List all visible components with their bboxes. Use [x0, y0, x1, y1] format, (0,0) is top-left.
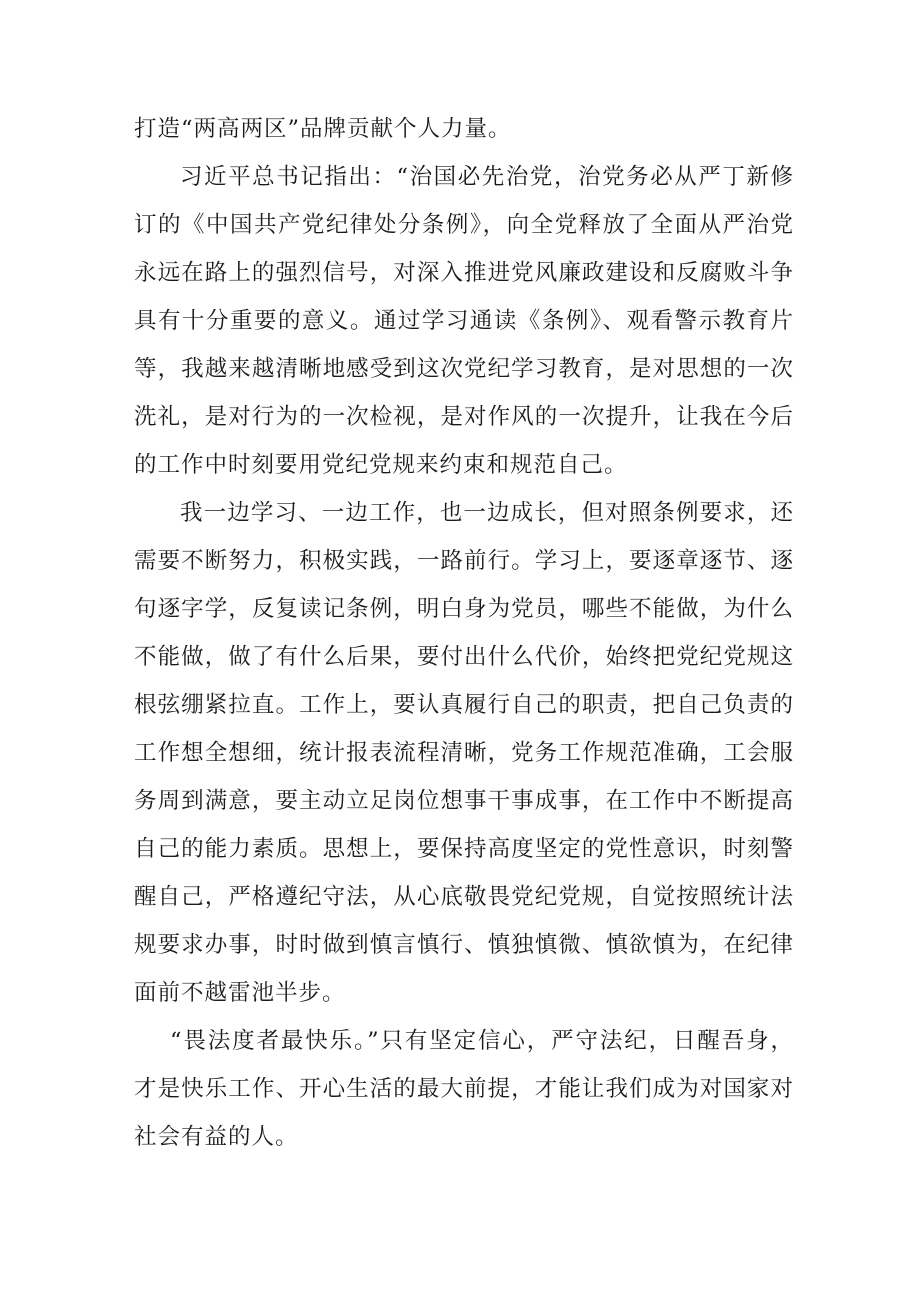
paragraph-3-line-7: 务周到满意，要主动立足岗位想事干事成事，在工作中不断提高 [134, 788, 794, 814]
paragraph-3-line-4: 不能做，做了有什么后果，要付出什么代价，始终把党纪党规这 [134, 644, 794, 670]
paragraph-2-line-4: 具有十分重要的意义。通过学习通读《条例》、观看警示教育片 [134, 308, 794, 334]
paragraph-2-line-1: 习近平总书记指出：“治国必先治党，治党务必从严丁新修 [180, 164, 794, 190]
paragraph-4-line-3: 社会有益的人。 [134, 1124, 299, 1150]
document-body [134, 105, 794, 1161]
paragraph-3-line-11: 面前不越雷池半步。 [134, 980, 346, 1006]
paragraph-3-line-9: 醒自己，严格遵纪守法，从心底敬畏党纪党规，自觉按照统计法 [134, 884, 794, 910]
paragraph-3-line-10: 规要求办事，时时做到慎言慎行、慎独慎微、慎欲慎为，在纪律 [134, 932, 794, 958]
paragraph-4-line-2: 才是快乐工作、开心生活的最大前提，才能让我们成为对国家对 [134, 1076, 794, 1102]
paragraph-2-line-6: 洗礼，是对行为的一次检视，是对作风的一次提升，让我在今后 [134, 404, 794, 430]
paragraph-3-line-8: 自己的能力素质。思想上，要保持高度坚定的党性意识，时刻警 [134, 836, 794, 862]
paragraph-4-line-1: “畏法度者最快乐。”只有坚定信心，严守法纪，日醒吾身， [170, 1028, 794, 1054]
paragraph-3-line-1: 我一边学习、一边工作，也一边成长，但对照条例要求，还 [180, 500, 794, 526]
paragraph-2-line-5: 等，我越来越清晰地感受到这次党纪学习教育，是对思想的一次 [134, 356, 794, 382]
paragraph-2-line-7: 的工作中时刻要用党纪党规来约束和规范自己。 [134, 452, 628, 478]
paragraph-1-line-1: 打造“两高两区”品牌贡献个人力量。 [134, 116, 512, 142]
paragraph-3-line-6: 工作想全想细，统计报表流程清晰，党务工作规范准确，工会服 [134, 740, 794, 766]
paragraph-3-line-5: 根弦绷紧拉直。工作上，要认真履行自己的职责，把自己负责的 [134, 692, 794, 718]
paragraph-2-line-2: 订的《中国共产党纪律处分条例》，向全党释放了全面从严治党 [134, 212, 794, 238]
paragraph-3-line-2: 需要不断努力，积极实践，一路前行。学习上，要逐章逐节、逐 [134, 548, 794, 574]
paragraph-2-line-3: 永远在路上的强烈信号，对深入推进党风廉政建设和反腐败斗争 [134, 260, 794, 286]
paragraph-3-line-3: 句逐字学，反复读记条例，明白身为党员，哪些不能做，为什么 [134, 596, 794, 622]
